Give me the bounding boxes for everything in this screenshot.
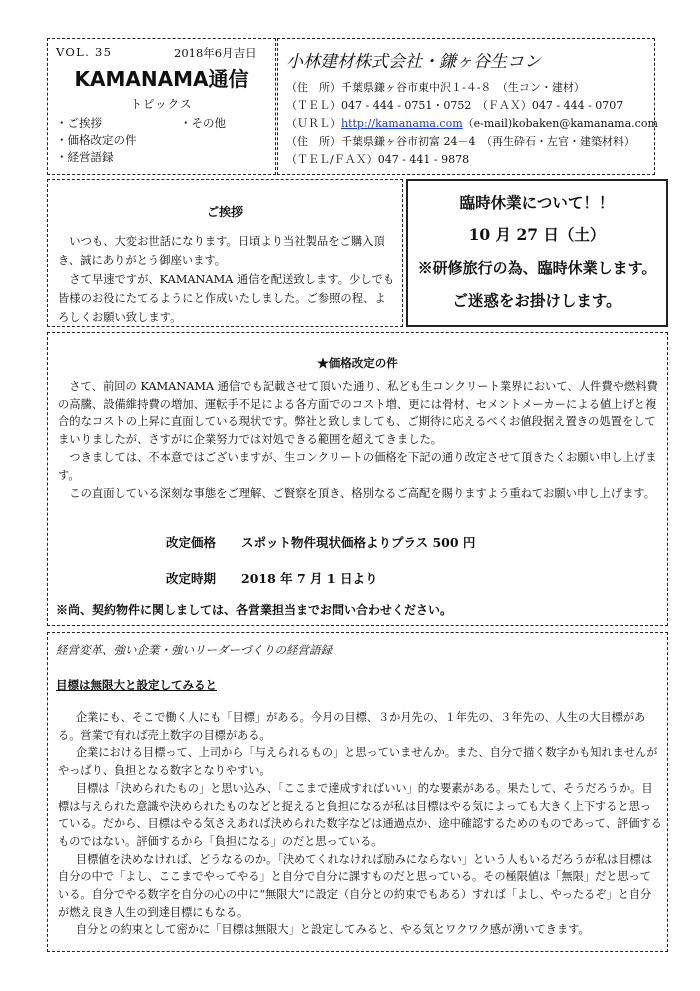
price-paragraph: この直面している深刻な事態をご理解、ご賢察を頂き、格別なるご高配を賜りますよう重ねてお願い申し上げます。 (69, 487, 656, 500)
topic-item: ・価格改定の件 (56, 133, 137, 147)
holiday-reason: ※研修旅行の為、臨時休業します。 (417, 259, 657, 277)
column-paragraph: 目標値を決めなければ、どうなるのか。「決めてくれなければ励みにならない」という人もいるだろうが私は目標は自分の中で「よし、ここまでやってやる」と自分で自分に課すものだと思っている。その極限値は「無限」だと思っている。自分でやる数字を自分の心の中に“無限大”に設定（自分との約束でもある）すれば「よし、やったるぞ」と自分が燃え良き人生の到達目標にもなる。 (58, 852, 653, 919)
masthead-box (47, 38, 276, 175)
column-paragraph: 企業における目標って、上司から「与えられるもの」と思っていませんか。また、自分で描く数字かも知れませんがやっぱり、負担となる数字となりやすい。 (58, 746, 658, 778)
company-name: 小林建材株式会社・鎌ヶ谷生コン (286, 52, 541, 72)
greeting-paragraph: いつも、大変お世話になります。日頃より当社製品をご購入頂き、誠にありがとう御座います。 (58, 235, 385, 267)
price-paragraph: さて、前回の KAMANAMA 通信でも記載させて頂いた通り、私ども生コンクリート業界において、人件費や燃料費の高騰、設備維持費の増加、運転手不足による各方面でのコスト増、更には骨材、セメントメーカーによる値上げと複合的なコストの上昇に直面している現状です。弊社と致しましても、ご期待に応えるべくお値段据え置きの処置をしてまいりましたが、さすがに企業努力では対処できる範囲を超えてきました。 (58, 380, 658, 446)
greeting-title: ご挨拶 (206, 205, 243, 219)
revised-time-value: 2018 年 7 月 1 日より (241, 571, 378, 586)
greeting-box (47, 179, 403, 327)
price-paragraph: つきましては、不本意ではございますが、生コンクリートの価格を下記の通り改定させて頂きたくお願い申し上げます。 (58, 451, 657, 482)
topic-item: ・経営語録 (56, 150, 114, 164)
company-url-link[interactable]: http://kamanama.com (341, 117, 463, 130)
greeting-body (58, 232, 396, 327)
revised-price-value: スポット物件現状価格よりプラス 500 円 (241, 535, 476, 550)
issue-date: 2018年6月吉日 (174, 46, 257, 60)
contract-note: ※尚、契約物件に関しましては、各営業担当までお問い合わせください。 (56, 603, 453, 617)
topic-item: ・ご挨拶 (56, 116, 102, 130)
volume-number: VOL. 35 (56, 45, 113, 59)
holiday-notice-box (406, 179, 668, 327)
url-label: （ＵＲＬ） (286, 117, 341, 130)
revised-time-label: 改定時期 (166, 571, 217, 586)
holiday-title: 臨時休業について！！ (459, 193, 615, 212)
company-info-box (277, 38, 658, 175)
column-paragraph: 企業にも、そこで働く人にも「目標」がある。今月の目標、３か月先の、１年先の、３年先の、人生の大目標がある。営業で有れば売上数字の目標がある。 (58, 711, 646, 742)
management-column-box (47, 632, 668, 952)
price-revision-box (47, 332, 668, 626)
revised-price-label: 改定価格 (166, 535, 217, 550)
column-paragraph: 目標は「決められたもの」と思い込み、「ここまで達成すればいい」的な要素がある。果たして、そうだろうか。目標は与えられた意識や決められたものなどと捉えると負担になるが私は目標はやる気によっても大きく上下すると思っている。だから、目標はやる気さえあれば決められた数字などは通過点か、途中確認するためのものであって、評価するものではない。評価するから「負担になる」のだと思っている。 (58, 781, 662, 848)
topic-item: ・その他 (180, 116, 226, 130)
column-subtitle: 目標は無限大と設定してみると (56, 678, 217, 692)
branch-address: （住 所）千葉県鎌ヶ谷市初富 24－4 （再生砕石・左官・建築材料） (286, 135, 635, 148)
column-header: 経営変革、強い企業・強いリーダーづくりの経営語録 (56, 643, 332, 657)
company-email: （e-mail)kobaken@kamanama.com (462, 117, 658, 130)
greeting-paragraph: さて早速ですが、KAMANAMA 通信を配送致します。少しでも皆様のお役にたてるようにと作成いたしました。ご参照の程、よろしくお願い致します。 (58, 273, 395, 324)
topics-header: トピックス (130, 97, 193, 111)
company-phone-fax: （ＴＥＬ）047 - 444 - 0751・0752 （ＦＡＸ）047 - 444 - 0707 (286, 99, 624, 112)
branch-phone: （ＴＥＬ/ＦＡＸ）047 - 441 - 9878 (286, 153, 470, 166)
price-revision-title: ★価格改定の件 (317, 356, 398, 370)
newsletter-title: KAMANAMA通信 (74, 67, 249, 91)
column-paragraph: 自分との約束として密かに「目標は無限大」と設定してみると、やる気とワクワク感が湧いてきます。 (75, 923, 590, 937)
holiday-date: 10 月 27 日（土） (468, 225, 606, 244)
holiday-apology: ご迷惑をお掛けします。 (452, 291, 622, 310)
company-address: （住 所）千葉県鎌ヶ谷市東中沢１-４-８ （生コン・建材） (286, 81, 585, 94)
column-body (58, 709, 662, 939)
company-url-line (286, 115, 658, 131)
